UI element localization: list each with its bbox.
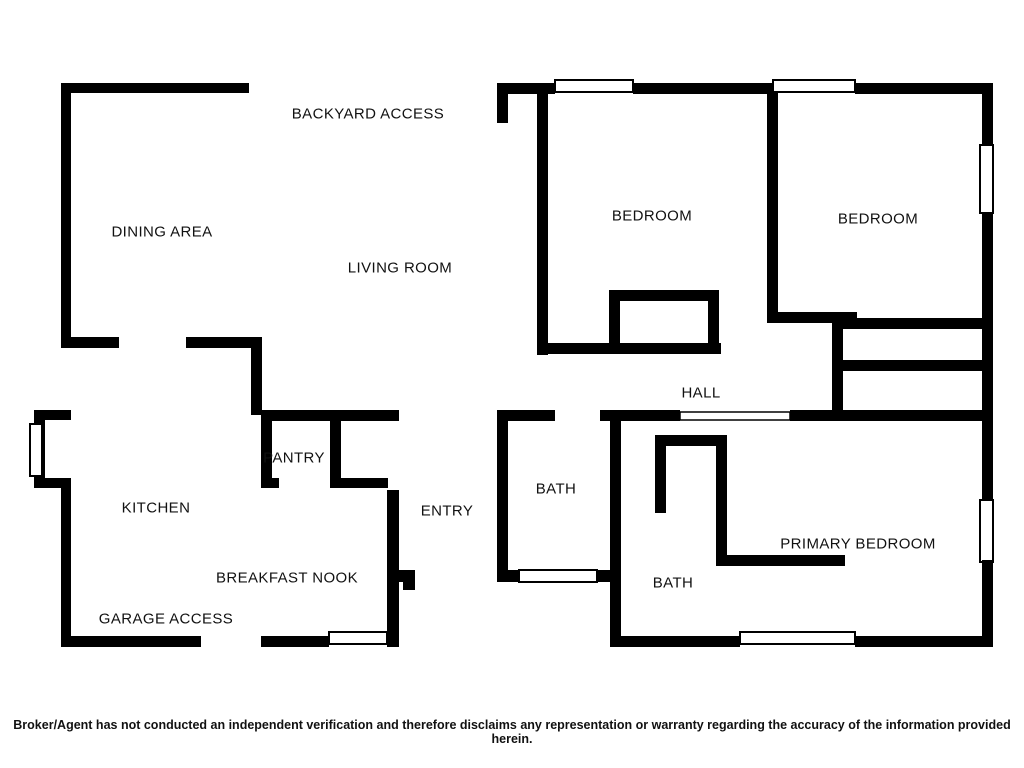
room-label-breakfast-nook: BREAKFAST NOOK: [215, 569, 359, 587]
room-label-kitchen: KITCHEN: [121, 499, 191, 517]
walls-group: [30, 80, 993, 647]
room-label-pantry: PANTRY: [263, 449, 325, 467]
room-label-hall: HALL: [681, 384, 721, 402]
room-label-bedroom-2: BEDROOM: [837, 210, 919, 228]
disclaimer-text: Broker/Agent has not conducted an independent verification and therefore disclaims any representation or warranty regarding the accuracy of the information provided herein.: [13, 718, 1011, 746]
room-label-dining-area: DINING AREA: [111, 223, 213, 241]
room-label-bedroom-1: BEDROOM: [611, 207, 693, 225]
room-label-primary-bedroom: PRIMARY BEDROOM: [780, 535, 936, 553]
room-label-bath-2: BATH: [652, 574, 694, 592]
room-label-backyard-access: BACKYARD ACCESS: [291, 105, 445, 123]
room-label-bath-1: BATH: [535, 480, 577, 498]
room-label-living-room: LIVING ROOM: [347, 259, 453, 277]
room-label-garage-access: GARAGE ACCESS: [98, 610, 234, 628]
room-label-entry: ENTRY: [420, 502, 474, 520]
